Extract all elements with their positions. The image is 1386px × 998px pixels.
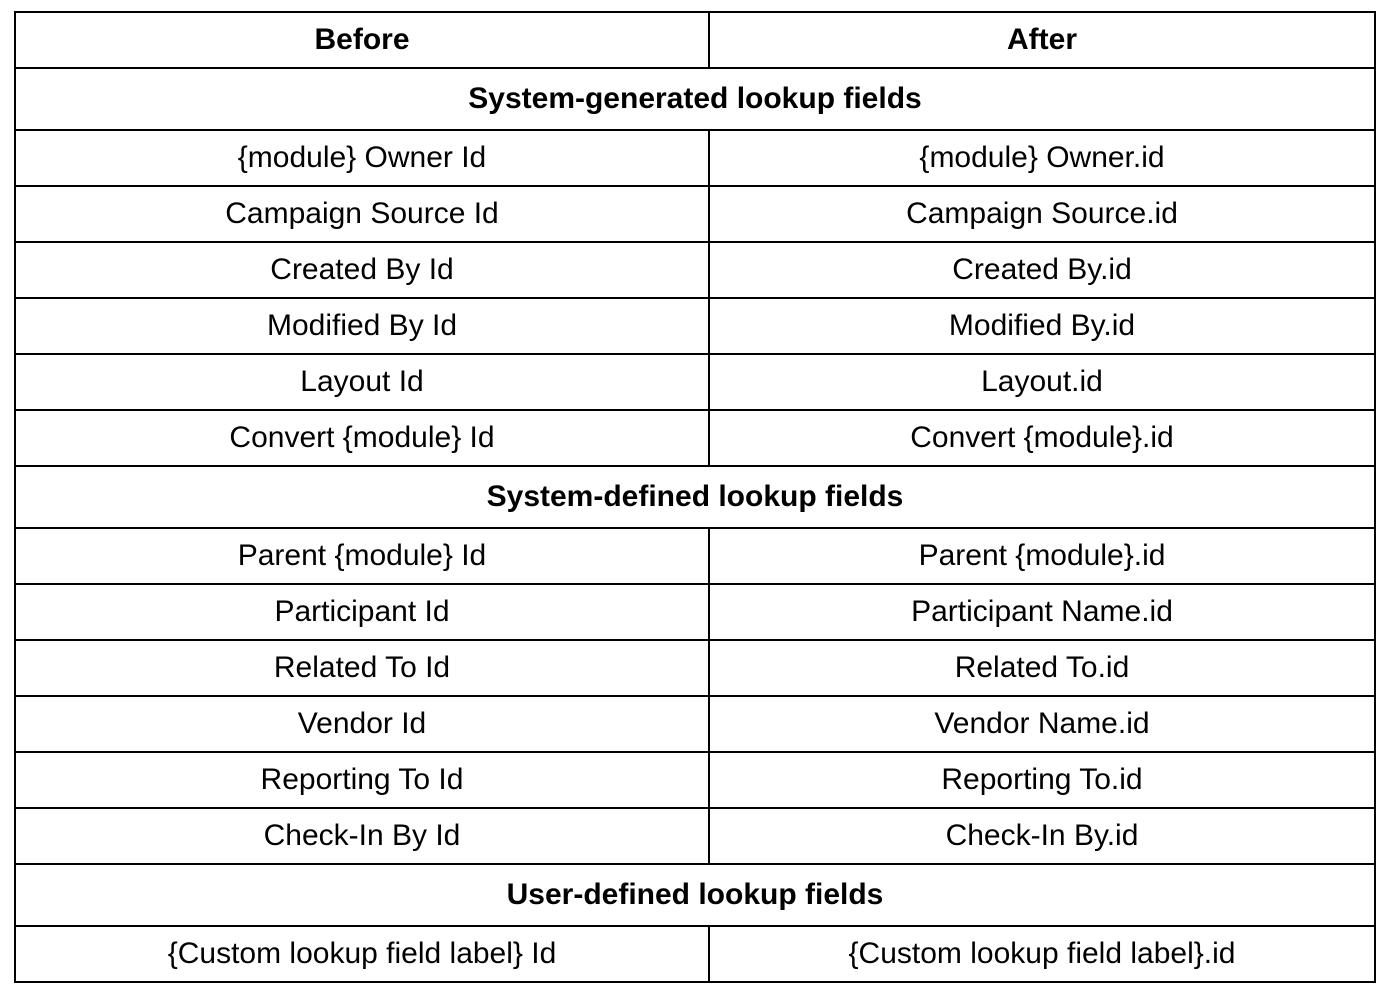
cell-after: Modified By.id bbox=[709, 298, 1375, 354]
lookup-field-table-container bbox=[14, 11, 1374, 983]
cell-after: {module} Owner.id bbox=[709, 130, 1375, 186]
cell-after: Convert {module}.id bbox=[709, 410, 1375, 466]
cell-after: Layout.id bbox=[709, 354, 1375, 410]
table-row bbox=[15, 528, 1375, 584]
table-row bbox=[15, 410, 1375, 466]
table-row bbox=[15, 926, 1375, 982]
table-row bbox=[15, 696, 1375, 752]
table-header-row bbox=[15, 12, 1375, 68]
cell-before: Convert {module} Id bbox=[15, 410, 709, 466]
header-before: Before bbox=[15, 12, 709, 68]
cell-before: Vendor Id bbox=[15, 696, 709, 752]
cell-before: Parent {module} Id bbox=[15, 528, 709, 584]
cell-before: {Custom lookup field label} Id bbox=[15, 926, 709, 982]
header-after: After bbox=[709, 12, 1375, 68]
cell-after: Vendor Name.id bbox=[709, 696, 1375, 752]
section-title: User-defined lookup fields bbox=[15, 864, 1375, 926]
table-row bbox=[15, 354, 1375, 410]
cell-before: Campaign Source Id bbox=[15, 186, 709, 242]
cell-before: Check-In By Id bbox=[15, 808, 709, 864]
cell-before: Modified By Id bbox=[15, 298, 709, 354]
section-title: System-generated lookup fields bbox=[15, 68, 1375, 130]
table-row bbox=[15, 242, 1375, 298]
cell-after: Campaign Source.id bbox=[709, 186, 1375, 242]
cell-before: Layout Id bbox=[15, 354, 709, 410]
table-row bbox=[15, 640, 1375, 696]
cell-after: Parent {module}.id bbox=[709, 528, 1375, 584]
table-row bbox=[15, 130, 1375, 186]
cell-after: Related To.id bbox=[709, 640, 1375, 696]
table-row bbox=[15, 752, 1375, 808]
table-row bbox=[15, 298, 1375, 354]
cell-before: Participant Id bbox=[15, 584, 709, 640]
cell-before: Related To Id bbox=[15, 640, 709, 696]
cell-after: {Custom lookup field label}.id bbox=[709, 926, 1375, 982]
cell-after: Participant Name.id bbox=[709, 584, 1375, 640]
section-row-user-defined bbox=[15, 864, 1375, 926]
section-row-system-generated bbox=[15, 68, 1375, 130]
cell-after: Reporting To.id bbox=[709, 752, 1375, 808]
section-row-system-defined bbox=[15, 466, 1375, 528]
table-row bbox=[15, 186, 1375, 242]
lookup-field-mapping-table bbox=[14, 11, 1376, 983]
section-title: System-defined lookup fields bbox=[15, 466, 1375, 528]
cell-before: Created By Id bbox=[15, 242, 709, 298]
cell-before: {module} Owner Id bbox=[15, 130, 709, 186]
table-row bbox=[15, 808, 1375, 864]
cell-after: Created By.id bbox=[709, 242, 1375, 298]
cell-after: Check-In By.id bbox=[709, 808, 1375, 864]
cell-before: Reporting To Id bbox=[15, 752, 709, 808]
table-row bbox=[15, 584, 1375, 640]
